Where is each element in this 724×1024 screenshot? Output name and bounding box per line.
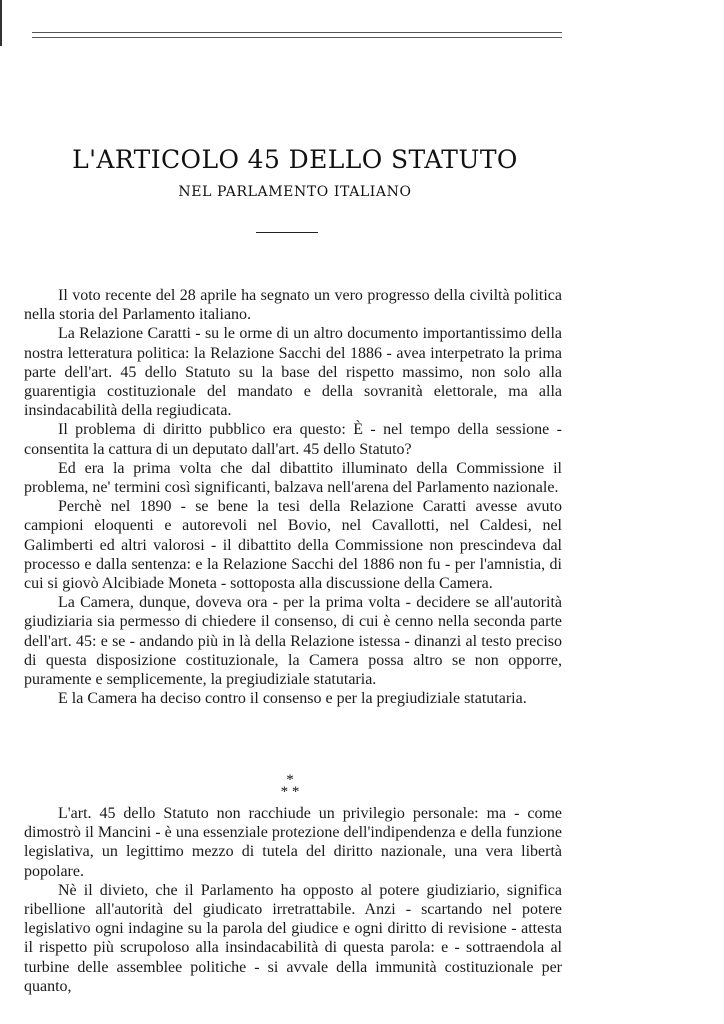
- paragraph: Ed era la prima volta che dal dibattito illuminato della Commissione il problema, ne' termini così significanti, balzava nell'arena del Parlamento nazionale.: [24, 459, 562, 497]
- section-asterism: [270, 774, 310, 798]
- paragraph: La Relazione Caratti - su le orme di un altro documento importantissimo della nostra letteratura politica: la Relazione Sacchi del 1886 - avea interpetrato la prima parte dell'art. 45 dello Statuto su la base del rispetto massimo, non solo alla guarentigia costituzionale del mandato e della sovranità elettorale, ma alla insindacabilità della regiudicata.: [24, 325, 562, 420]
- paragraph: La Camera, dunque, doveva ora - per la prima volta - decidere se all'autorità giudiziaria sia permesso di chiedere il consenso, di cui è cenno nella seconda parte dell'art. 45: e se - andando più in là della Relazione istessa - dinanzi al testo preciso di questa disposizione costituzionale, la Camera possa altro se non opporre, puramente e semplicemente, la pregiudiziale statutaria.: [24, 594, 562, 689]
- paragraph: L'art. 45 dello Statuto non racchiude un privilegio personale: ma - come dimostrò il Mancini - è una essenziale protezione dell'indipendenza e della funzione legislativa, un legittimo mezzo di tutela del diritto nazionale, una vera libertà popolare.: [24, 805, 562, 880]
- body-section-2: [24, 804, 562, 996]
- body-section-1: [24, 286, 562, 708]
- header-rule-bottom: [32, 37, 562, 38]
- title-divider: [256, 232, 318, 233]
- article-title: L'ARTICOLO 45 DELLO STATUTO: [72, 144, 518, 174]
- article-subtitle: NEL PARLAMENTO ITALIANO: [178, 184, 412, 200]
- paragraph: Il problema di diritto pubblico era questo: È - nel tempo della sessione - consentita la cattura di un deputato dall'art. 45 dello Statuto?: [24, 421, 562, 458]
- page-edge-mark: [0, 0, 2, 46]
- paragraph: Il voto recente del 28 aprile ha segnato un vero progresso della civiltà politica nella storia del Parlamento italiano.: [24, 287, 562, 324]
- asterism-bottom: * *: [280, 784, 300, 800]
- paragraph: Perchè nel 1890 - se bene la tesi della Relazione Caratti avesse avuto campioni eloquenti e autorevoli nel Bovio, nel Cavallotti, nel Caldesi, nel Galimberti ed altri valorosi - il dibattito della Commissione non prescindeva dal processo e dalla sentenza: e la Relazione Sacchi del 1886 non fu - per l'amnistia, di cui si giovò Alcibiade Moneta - sottoposta alla discussione della Camera.: [24, 498, 562, 593]
- asterism-top: *: [286, 772, 294, 788]
- header-rule-top: [32, 32, 562, 33]
- paragraph: E la Camera ha deciso contro il consenso e per la pregiudiziale statutaria.: [58, 690, 527, 708]
- paragraph: Nè il divieto, che il Parlamento ha opposto al potere giudiziario, significa ribellione all'autorità del giudicato irretrattabile. Anzi - scartando nel potere legislativo ogni indagine su la parola del giudice e ogni diritto di revisione - attesta il rispetto più scrupoloso alla insindacabilità di questa parola: e - sottraendola al turbine delle assemblee politiche - si avvale della immunità costituzionale per quanto,: [24, 881, 562, 995]
